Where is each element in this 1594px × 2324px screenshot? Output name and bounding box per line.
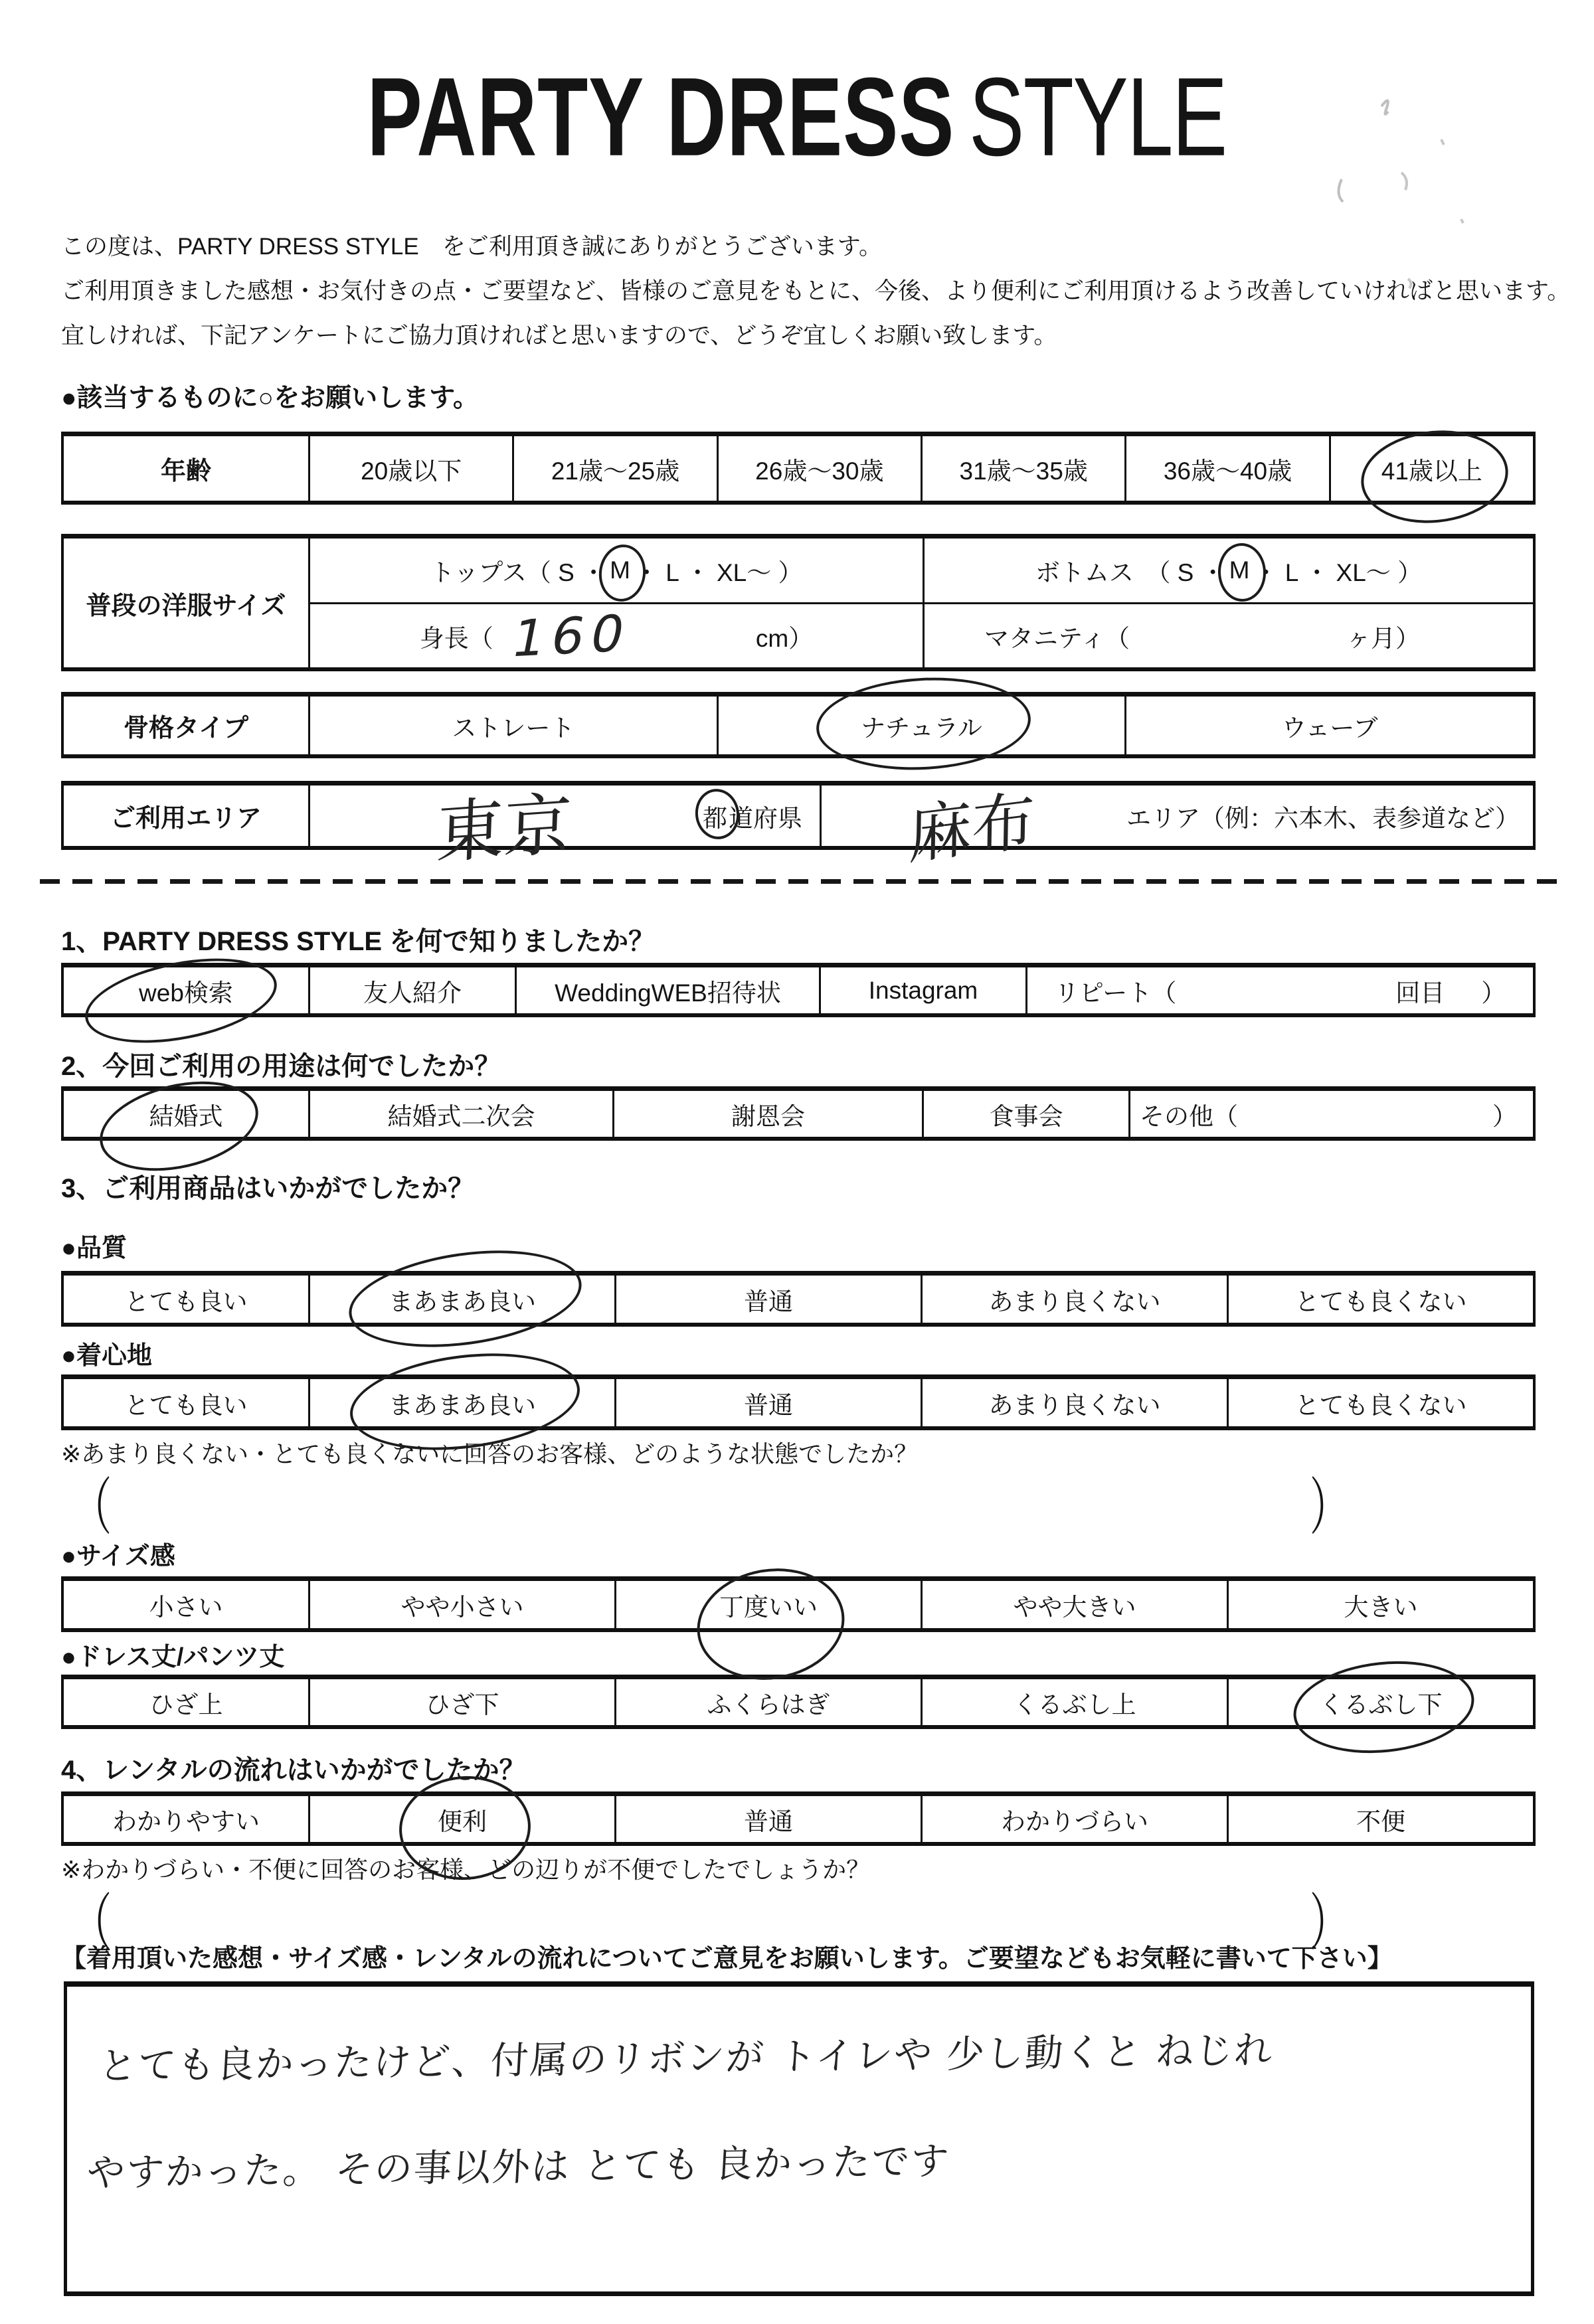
comfort-option: とても良くない [1227, 1379, 1533, 1426]
quality-option: 普通 [614, 1276, 921, 1323]
q4-answer-parens: （ ） [73, 1888, 1349, 1958]
dashed-separator [40, 879, 1561, 884]
q4-option: わかりやすい [112, 1807, 260, 1835]
prefecture-cell [308, 784, 820, 874]
age-label: 年齢 [160, 457, 211, 485]
maternity-cell: マタニティ（ ヶ月） [923, 602, 1533, 667]
handwritten-area: 麻布 [907, 782, 1036, 874]
sizefit-option: やや大きい [921, 1581, 1227, 1628]
q2-table [61, 1086, 1536, 1141]
length-option: ふくらはぎ [614, 1679, 921, 1725]
intro-line-3: 宜しければ、下記アンケートにご協力頂ければと思いますので、どうぞ宜しくお願い致します。 [61, 323, 1057, 349]
question-3-heading: 3、ご利用商品はいかがでしたか？ [61, 1174, 475, 1203]
quality-bad-note: ※あまり良くない・とても良くないに回答のお客様、どのような状態でしたか？ [61, 1440, 919, 1467]
handwritten-prefecture: 東京 [434, 784, 573, 874]
area-detail-cell [820, 782, 1533, 874]
length-option: ひざ下 [308, 1679, 614, 1725]
skeleton-type-table [61, 692, 1536, 758]
clothing-size-table [61, 534, 1536, 671]
question-4-heading: 4、レンタルの流れはいかがでしたか？ [61, 1756, 526, 1785]
q1-option: WeddingWEB招待状 [515, 967, 819, 1013]
handwritten-comment-line-2: やすかった。 その事以外は とても 良かったです [85, 2139, 951, 2196]
skeleton-option-selected: ナチュラル [717, 697, 1125, 754]
skeleton-option: ウェーブ [1124, 697, 1533, 754]
age-option: 36歳～40歳 [1124, 436, 1328, 501]
length-option: くるぶし上 [921, 1679, 1227, 1725]
q2-option: 謝恩会 [612, 1091, 922, 1137]
q4-table [61, 1791, 1536, 1846]
age-table [61, 432, 1536, 505]
q1-repeat-cell: リピート（ 回目 ） [1025, 967, 1533, 1013]
age-option: 26歳～30歳 [717, 436, 921, 501]
comfort-option: あまり良くない [921, 1379, 1227, 1426]
bottoms-size-m: M [1225, 556, 1254, 584]
q2-other-cell: その他（ ） [1128, 1091, 1533, 1137]
handwritten-height: 160 [507, 603, 636, 669]
size-label: 普段の洋服サイズ [86, 592, 286, 620]
length-option: ひざ上 [149, 1691, 223, 1718]
selection-circle-sizefit [689, 1558, 852, 1691]
area-hint: エリア（例：六本木、表参道など） [1126, 804, 1520, 832]
usage-area-table [61, 781, 1536, 874]
q4-bad-note: ※わかりづらい・不便に回答のお客様、どの辺りが不便でしたでしょうか？ [61, 1856, 871, 1883]
question-2-heading: 2、今回ご利用の用途は何でしたか？ [61, 1052, 501, 1081]
q1-table [61, 963, 1536, 1017]
sizefit-option: 大きい [1227, 1581, 1533, 1628]
intro-text [61, 224, 1571, 358]
comfort-option-selected: まあまあ良い [308, 1379, 614, 1426]
comment-box [64, 1981, 1534, 2296]
quality-answer-parens: （ ） [73, 1473, 1349, 1542]
comfort-label: ●着心地 [61, 1342, 152, 1370]
circle-instruction: ●該当するものに○をお願いします。 [61, 384, 479, 412]
quality-option-selected: まあまあ良い [308, 1276, 614, 1323]
q4-option-selected: 便利 [308, 1796, 614, 1842]
q1-option: 友人紹介 [308, 967, 515, 1013]
age-option: 21歳～25歳 [512, 436, 716, 501]
length-label: ●ドレス丈/パンツ丈 [61, 1643, 285, 1671]
comfort-option: 普通 [614, 1379, 921, 1426]
comfort-option: とても良い [124, 1391, 248, 1419]
age-option: 31歳～35歳 [921, 436, 1124, 501]
length-table [61, 1675, 1536, 1729]
sizefit-option: やや小さい [308, 1581, 614, 1628]
skeleton-option: ストレート [308, 697, 717, 754]
bottoms-size-cell: ボトムス （ S ・ M ・ L ・ XL～ ） [923, 539, 1533, 602]
quality-label: ●品質 [61, 1234, 127, 1262]
q4-option: わかりづらい [921, 1796, 1227, 1842]
prefecture-suffix: 都道府県 [701, 798, 802, 834]
comment-header: 【着用頂いた感想・サイズ感・レンタルの流れについてご意見をお願いします。ご要望などもお気軽に書いて下さい】 [61, 1945, 1393, 1973]
intro-line-1: この度は、PARTY DRESS STYLE をご利用頂き誠にありがとうございます。 [61, 234, 882, 260]
logo-light-text: STYLE [969, 54, 1227, 179]
q2-option: 食事会 [922, 1091, 1128, 1137]
q1-option-selected: web検索 [64, 967, 308, 1013]
skeleton-label: 骨格タイプ [123, 714, 249, 742]
sizefit-option-selected: 丁度いい [614, 1581, 921, 1628]
intro-line-2: ご利用頂きました感想・お気付きの点・ご要望など、皆様のご意見をもとに、今後、より便利にご利用頂けるよう改善していければと思います。 [61, 278, 1571, 304]
tops-size-m: M [606, 556, 634, 584]
sizefit-label: ●サイズ感 [61, 1542, 175, 1570]
quality-option: あまり良くない [921, 1276, 1227, 1323]
q2-option: 結婚式二次会 [308, 1091, 612, 1137]
logo-bold-text: PARTY DRESS [367, 54, 955, 179]
area-label: ご利用エリア [110, 805, 262, 833]
quality-table [61, 1271, 1536, 1327]
comfort-table [61, 1374, 1536, 1430]
q4-option: 普通 [614, 1796, 921, 1842]
q2-option-selected: 結婚式 [64, 1091, 308, 1137]
q1-option: Instagram [819, 967, 1025, 1013]
sizefit-table [61, 1576, 1536, 1632]
q4-option: 不便 [1227, 1796, 1533, 1842]
quality-option: とても良い [124, 1287, 248, 1315]
age-option-selected: 41歳以上 [1329, 436, 1533, 501]
tops-size-cell: トップス（ S ・ M ・ L ・ XL～ ） [308, 539, 923, 602]
handwritten-comment-line-1: とても良かったけど、付属のリボンが トイレや 少し動くと ねじれ [97, 2028, 1275, 2089]
age-option: 20歳以下 [308, 436, 512, 501]
quality-option: とても良くない [1227, 1276, 1533, 1323]
sizefit-option: 小さい [149, 1593, 223, 1621]
height-cell: 身長（ 160 cm） [308, 602, 923, 667]
question-1-heading: 1、PARTY DRESS STYLE を何で知りましたか？ [61, 927, 656, 956]
length-option-selected: くるぶし下 [1227, 1679, 1533, 1725]
